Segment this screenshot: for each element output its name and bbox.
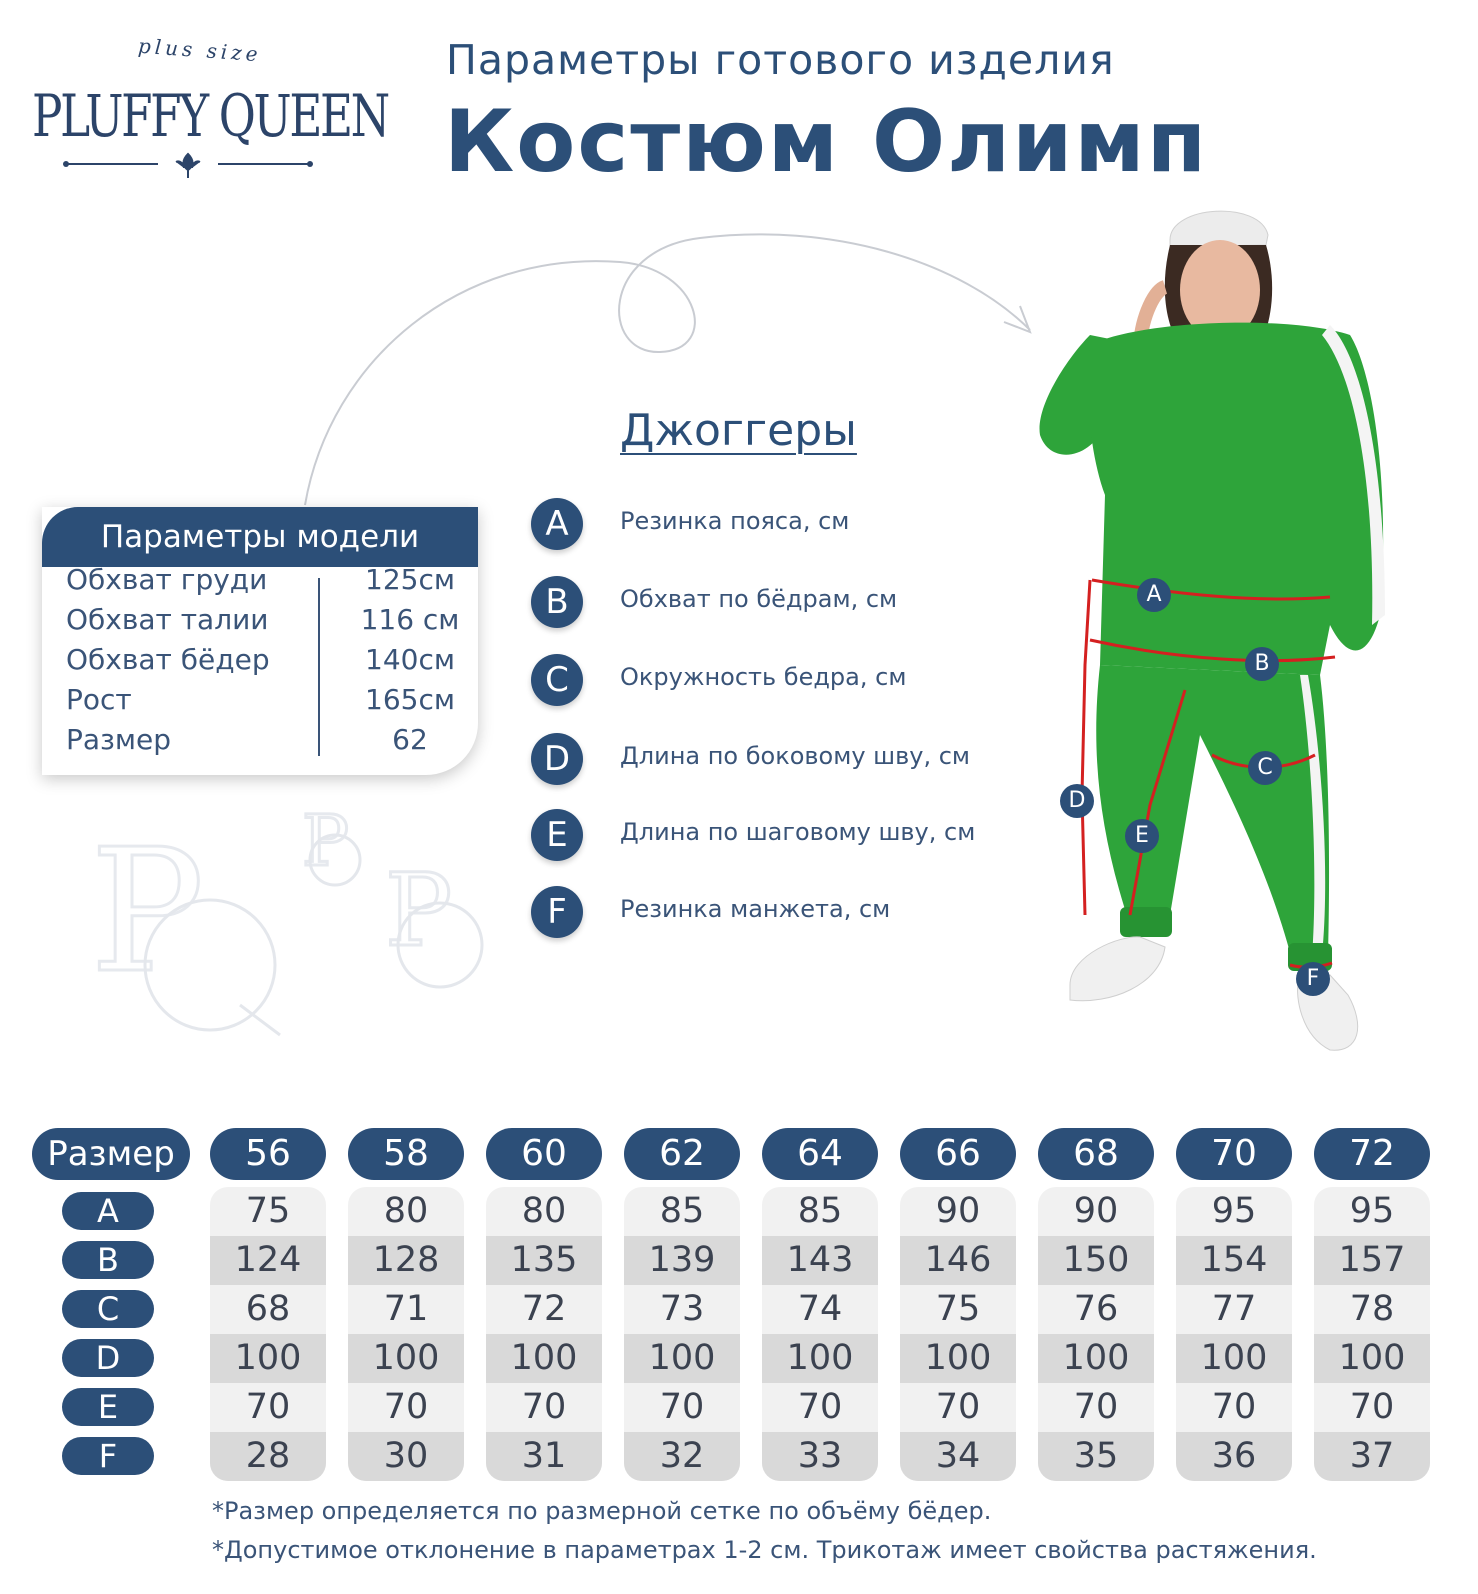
table-column	[348, 1187, 464, 1481]
figure-marker: E	[1125, 819, 1159, 853]
table-row-label: E	[62, 1388, 154, 1426]
table-cell: 146	[900, 1236, 1016, 1285]
table-size-header: 60	[486, 1128, 602, 1180]
table-cell: 135	[486, 1236, 602, 1285]
page-title: Костюм Олимп	[444, 92, 1209, 192]
legend-marker-b: B	[531, 576, 583, 628]
figure-marker: F	[1296, 962, 1330, 996]
fleur-de-lis-icon	[58, 150, 318, 180]
model-row	[66, 563, 466, 603]
table-cell: 157	[1314, 1236, 1430, 1285]
table-cell: 28	[210, 1432, 326, 1481]
table-cell: 100	[210, 1334, 326, 1383]
table-cell: 30	[348, 1432, 464, 1481]
figure-marker: B	[1245, 647, 1279, 681]
table-cell: 73	[659, 1289, 705, 1329]
model-row	[66, 683, 466, 723]
table-cell: 36	[1176, 1432, 1292, 1481]
table-column	[1176, 1187, 1292, 1481]
table-cell: 70	[1211, 1387, 1257, 1427]
table-cell: 139	[624, 1236, 740, 1285]
table-cell: 95	[1349, 1191, 1395, 1231]
legend-text: Резинка пояса, см	[620, 507, 850, 535]
table-cell: 68	[245, 1289, 291, 1329]
table-size-header: 62	[624, 1128, 740, 1180]
table-cell: 90	[1073, 1191, 1119, 1231]
table-row-label: C	[62, 1290, 154, 1328]
table-cell: 80	[383, 1191, 429, 1231]
table-cell: 72	[521, 1289, 567, 1329]
table-cell: 85	[659, 1191, 705, 1231]
table-cell: 70	[1349, 1387, 1395, 1427]
legend-text: Обхват по бёдрам, см	[620, 585, 898, 613]
table-cell: 100	[1038, 1334, 1154, 1383]
brand-tagline: plus size	[137, 33, 263, 67]
table-size-header: 58	[348, 1128, 464, 1180]
footnote: *Допустимое отклонение в параметрах 1-2 см. Трикотаж имеет свойства растяжения.	[212, 1536, 1317, 1564]
figure-marker: C	[1248, 751, 1282, 785]
table-size-header: 64	[762, 1128, 878, 1180]
table-size-header: 68	[1038, 1128, 1154, 1180]
table-cell: 75	[245, 1191, 291, 1231]
svg-text:P: P	[302, 800, 350, 882]
table-row-label: B	[62, 1241, 154, 1279]
model-figure	[1030, 195, 1410, 1080]
table-row-label: F	[62, 1437, 154, 1475]
table-cell: 70	[935, 1387, 981, 1427]
table-cell: 143	[762, 1236, 878, 1285]
table-cell: 80	[521, 1191, 567, 1231]
table-row-label: A	[62, 1192, 154, 1230]
table-cell: 70	[245, 1387, 291, 1427]
table-cell: 70	[1073, 1387, 1119, 1427]
svg-text:P: P	[385, 852, 453, 969]
legend-marker-c: C	[531, 654, 583, 706]
watermark-letter: P	[90, 813, 205, 1011]
legend-marker-d: D	[531, 733, 583, 785]
page-subtitle: Параметры готового изделия	[446, 36, 1115, 84]
table-column	[486, 1187, 602, 1481]
legend-text: Длина по боковому шву, см	[620, 742, 971, 770]
table-cell: 77	[1211, 1289, 1257, 1329]
table-cell: 70	[521, 1387, 567, 1427]
table-size-header: 72	[1314, 1128, 1430, 1180]
table-cell: 100	[762, 1334, 878, 1383]
model-row-label: Рост	[66, 683, 132, 716]
table-cell: 128	[348, 1236, 464, 1285]
table-cell: 74	[797, 1289, 843, 1329]
table-column	[1314, 1187, 1430, 1481]
table-cell: 100	[1176, 1334, 1292, 1383]
table-cell: 100	[624, 1334, 740, 1383]
table-cell: 100	[486, 1334, 602, 1383]
table-cell: 31	[486, 1432, 602, 1481]
model-row-value: 62	[392, 723, 428, 756]
figure-marker: A	[1137, 578, 1171, 612]
table-cell: 32	[624, 1432, 740, 1481]
table-cell: 70	[797, 1387, 843, 1427]
table-size-header: 66	[900, 1128, 1016, 1180]
model-row-value: 125см	[365, 563, 455, 596]
table-cell: 100	[348, 1334, 464, 1383]
table-cell: 124	[210, 1236, 326, 1285]
table-size-header: 70	[1176, 1128, 1292, 1180]
model-row-label: Обхват талии	[66, 603, 269, 636]
legend-marker-a: A	[531, 498, 583, 550]
table-column	[900, 1187, 1016, 1481]
watermark-monogram	[80, 795, 500, 1045]
table-cell: 76	[1073, 1289, 1119, 1329]
table-cell: 100	[1314, 1334, 1430, 1383]
table-cell: 75	[935, 1289, 981, 1329]
table-column	[1038, 1187, 1154, 1481]
table-cell: 90	[935, 1191, 981, 1231]
footnote: *Размер определяется по размерной сетке по объёму бёдер.	[212, 1497, 992, 1525]
table-cell: 95	[1211, 1191, 1257, 1231]
legend-marker-e: E	[531, 809, 583, 861]
table-size-header: 56	[210, 1128, 326, 1180]
brand-logo: PLUFFY QUEEN	[32, 82, 388, 150]
table-cell: 33	[762, 1432, 878, 1481]
table-row-label: D	[62, 1339, 154, 1377]
table-cell: 150	[1038, 1236, 1154, 1285]
table-cell: 34	[900, 1432, 1016, 1481]
model-row	[66, 643, 466, 683]
table-cell: 85	[797, 1191, 843, 1231]
section-title: Джоггеры	[620, 405, 857, 456]
table-cell: 71	[383, 1289, 429, 1329]
table-cell: 154	[1176, 1236, 1292, 1285]
model-row-value: 165см	[365, 683, 455, 716]
model-row-label: Обхват бёдер	[66, 643, 270, 676]
model-row-value: 116 см	[360, 603, 460, 636]
model-parameters-title: Параметры модели	[42, 507, 478, 567]
table-column	[762, 1187, 878, 1481]
model-row	[66, 723, 466, 763]
legend-text: Длина по шаговому шву, см	[620, 818, 976, 846]
table-cell: 100	[900, 1334, 1016, 1383]
legend-text: Резинка манжета, см	[620, 895, 891, 923]
table-size-label: Размер	[32, 1128, 190, 1180]
legend-text: Окружность бедра, см	[620, 663, 907, 691]
model-row-label: Обхват груди	[66, 563, 268, 596]
legend-marker-f: F	[531, 886, 583, 938]
figure-marker: D	[1060, 784, 1094, 818]
table-column	[210, 1187, 326, 1481]
table-cell: 78	[1349, 1289, 1395, 1329]
model-row-label: Размер	[66, 723, 172, 756]
model-row	[66, 603, 466, 643]
table-cell: 37	[1314, 1432, 1430, 1481]
table-cell: 70	[383, 1387, 429, 1427]
table-cell: 35	[1038, 1432, 1154, 1481]
table-column	[624, 1187, 740, 1481]
model-row-value: 140см	[365, 643, 455, 676]
table-cell: 70	[659, 1387, 705, 1427]
